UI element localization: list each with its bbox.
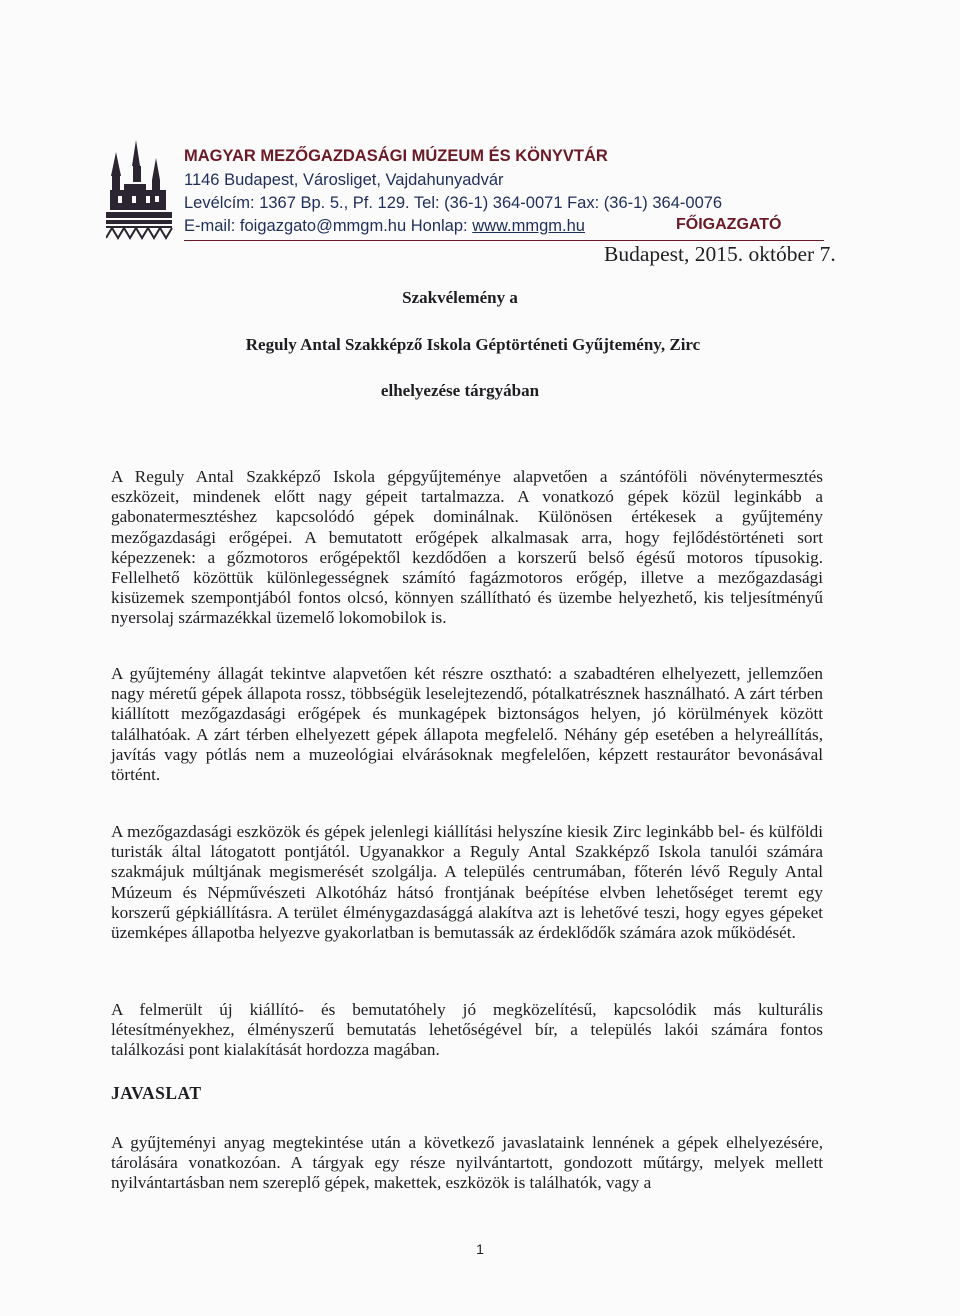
email-label: E-mail: foigazgato@mmgm.hu Honlap: xyxy=(184,217,473,235)
website-link[interactable]: www.mmgm.hu xyxy=(472,217,585,235)
paragraph-2: A gyűjtemény állagát tekintve alapvetően két részre osztható: a szabadtéren elhelyezett, jellemzően nagy méretű gépek állapota rossz, többségük leselejtezendő, pótalkatrésznek használható. A zárt térben kiállított mezőgazdasági erőgépek és munkagépek biztonságos helyen, jó körülmények között találhatóak. A zárt térben elhelyezett gépek állapota megfelelő. Néhány gép esetében a helyreállítás, javítás vagy pótlás nem a muzeológiai elvárásoknak megfelelően, képzett restaurátor bevonásával történt. xyxy=(111,664,823,785)
title-line-1: Szakvélemény a xyxy=(402,288,518,307)
title-line-3: elhelyezése tárgyában xyxy=(380,381,540,400)
postal-phone-fax: Levélcím: 1367 Bp. 5., Pf. 129. Tel: (36-1) 364-0071 Fax: (36-1) 364-0076 xyxy=(184,194,723,212)
director-label: FŐIGAZGATÓ xyxy=(676,216,782,233)
institution-name: MAGYAR MEZŐGAZDASÁGI MÚZEUM ÉS KÖNYVTÁR xyxy=(184,147,608,165)
section-heading: JAVASLAT xyxy=(111,1083,202,1103)
page-number: 1 xyxy=(476,1241,484,1257)
email-website-line xyxy=(184,216,585,236)
institution-address: 1146 Budapest, Városliget, Vajdahunyadvár xyxy=(184,171,504,189)
paragraph-1: A Reguly Antal Szakképző Iskola gépgyűjteménye alapvetően a szántóföli növénytermesztés eszközeit, mindenek előtt nagy gépeit tartalmazza. A vonatkozó gépek közül leginkább a gabonatermesztéshez kapcsolódó gépek dominálnak. Különösen értékesek a gyűjtemény mezőgazdasági erőgépei. A bemutatott erőgépek alkalmasak arra, hogy fejlődéstörténeti sort képezzenek: a gőzmotoros erőgépektől kezdődően a korszerű belső égésű motoros típusokig. Fellelhető közöttük különlegességnek számító fagázmotoros erőgép, illetve a mezőgazdasági kisüzemek szempontjából fontos olcsó, könnyen szállítható és üzembe helyezhető, kis teljesítményű nyersolaj származékkal üzemelő lokomobilok is. xyxy=(111,467,823,628)
title-line-2: Reguly Antal Szakképző Iskola Géptörténeti Gyűjtemény, Zirc xyxy=(245,335,701,354)
paragraph-3: A mezőgazdasági eszközök és gépek jelenlegi kiállítási helyszíne kiesik Zirc leginkább bel- és külföldi turisták által látogatott pontjától. Ugyanakkor a Reguly Antal Szakképző Iskola tanulói számára szakmájuk múltjának megismerését szolgálja. A település centrumában, főterén lévő Reguly Antal Múzeum és Népművészeti Alkotóház hátsó frontjának beépítése elvben lehetőséget teremt egy korszerű gépkiállításra. A terület élménygazdasággá alakítva azt is lehetővé teszi, hogy egyes gépeket üzemképes állapotba helyezve gyakorlatban is bemutassák az érdeklődők számára azok működését. xyxy=(111,822,823,943)
paragraph-4: A felmerült új kiállító- és bemutatóhely jó megközelítésű, kapcsolódik más kulturális létesítményekhez, élményszerű bemutatás lehetőségével bír, a település lakói számára fontos találkozási pont kialakítását hordozza magában. xyxy=(111,1000,823,1060)
document-date: Budapest, 2015. október 7. xyxy=(604,242,836,266)
castle-logo-icon xyxy=(106,140,174,240)
paragraph-5: A gyűjteményi anyag megtekintése után a következő javaslataink lennének a gépek elhelyezésére, tárolására vonatkozóan. A tárgyak egy része nyilvántartott, gondozott műtárgy, melyek mellett nyilvántartásban nem szereplő gépek, makettek, eszközök is találhatók, vagy a xyxy=(111,1133,823,1193)
